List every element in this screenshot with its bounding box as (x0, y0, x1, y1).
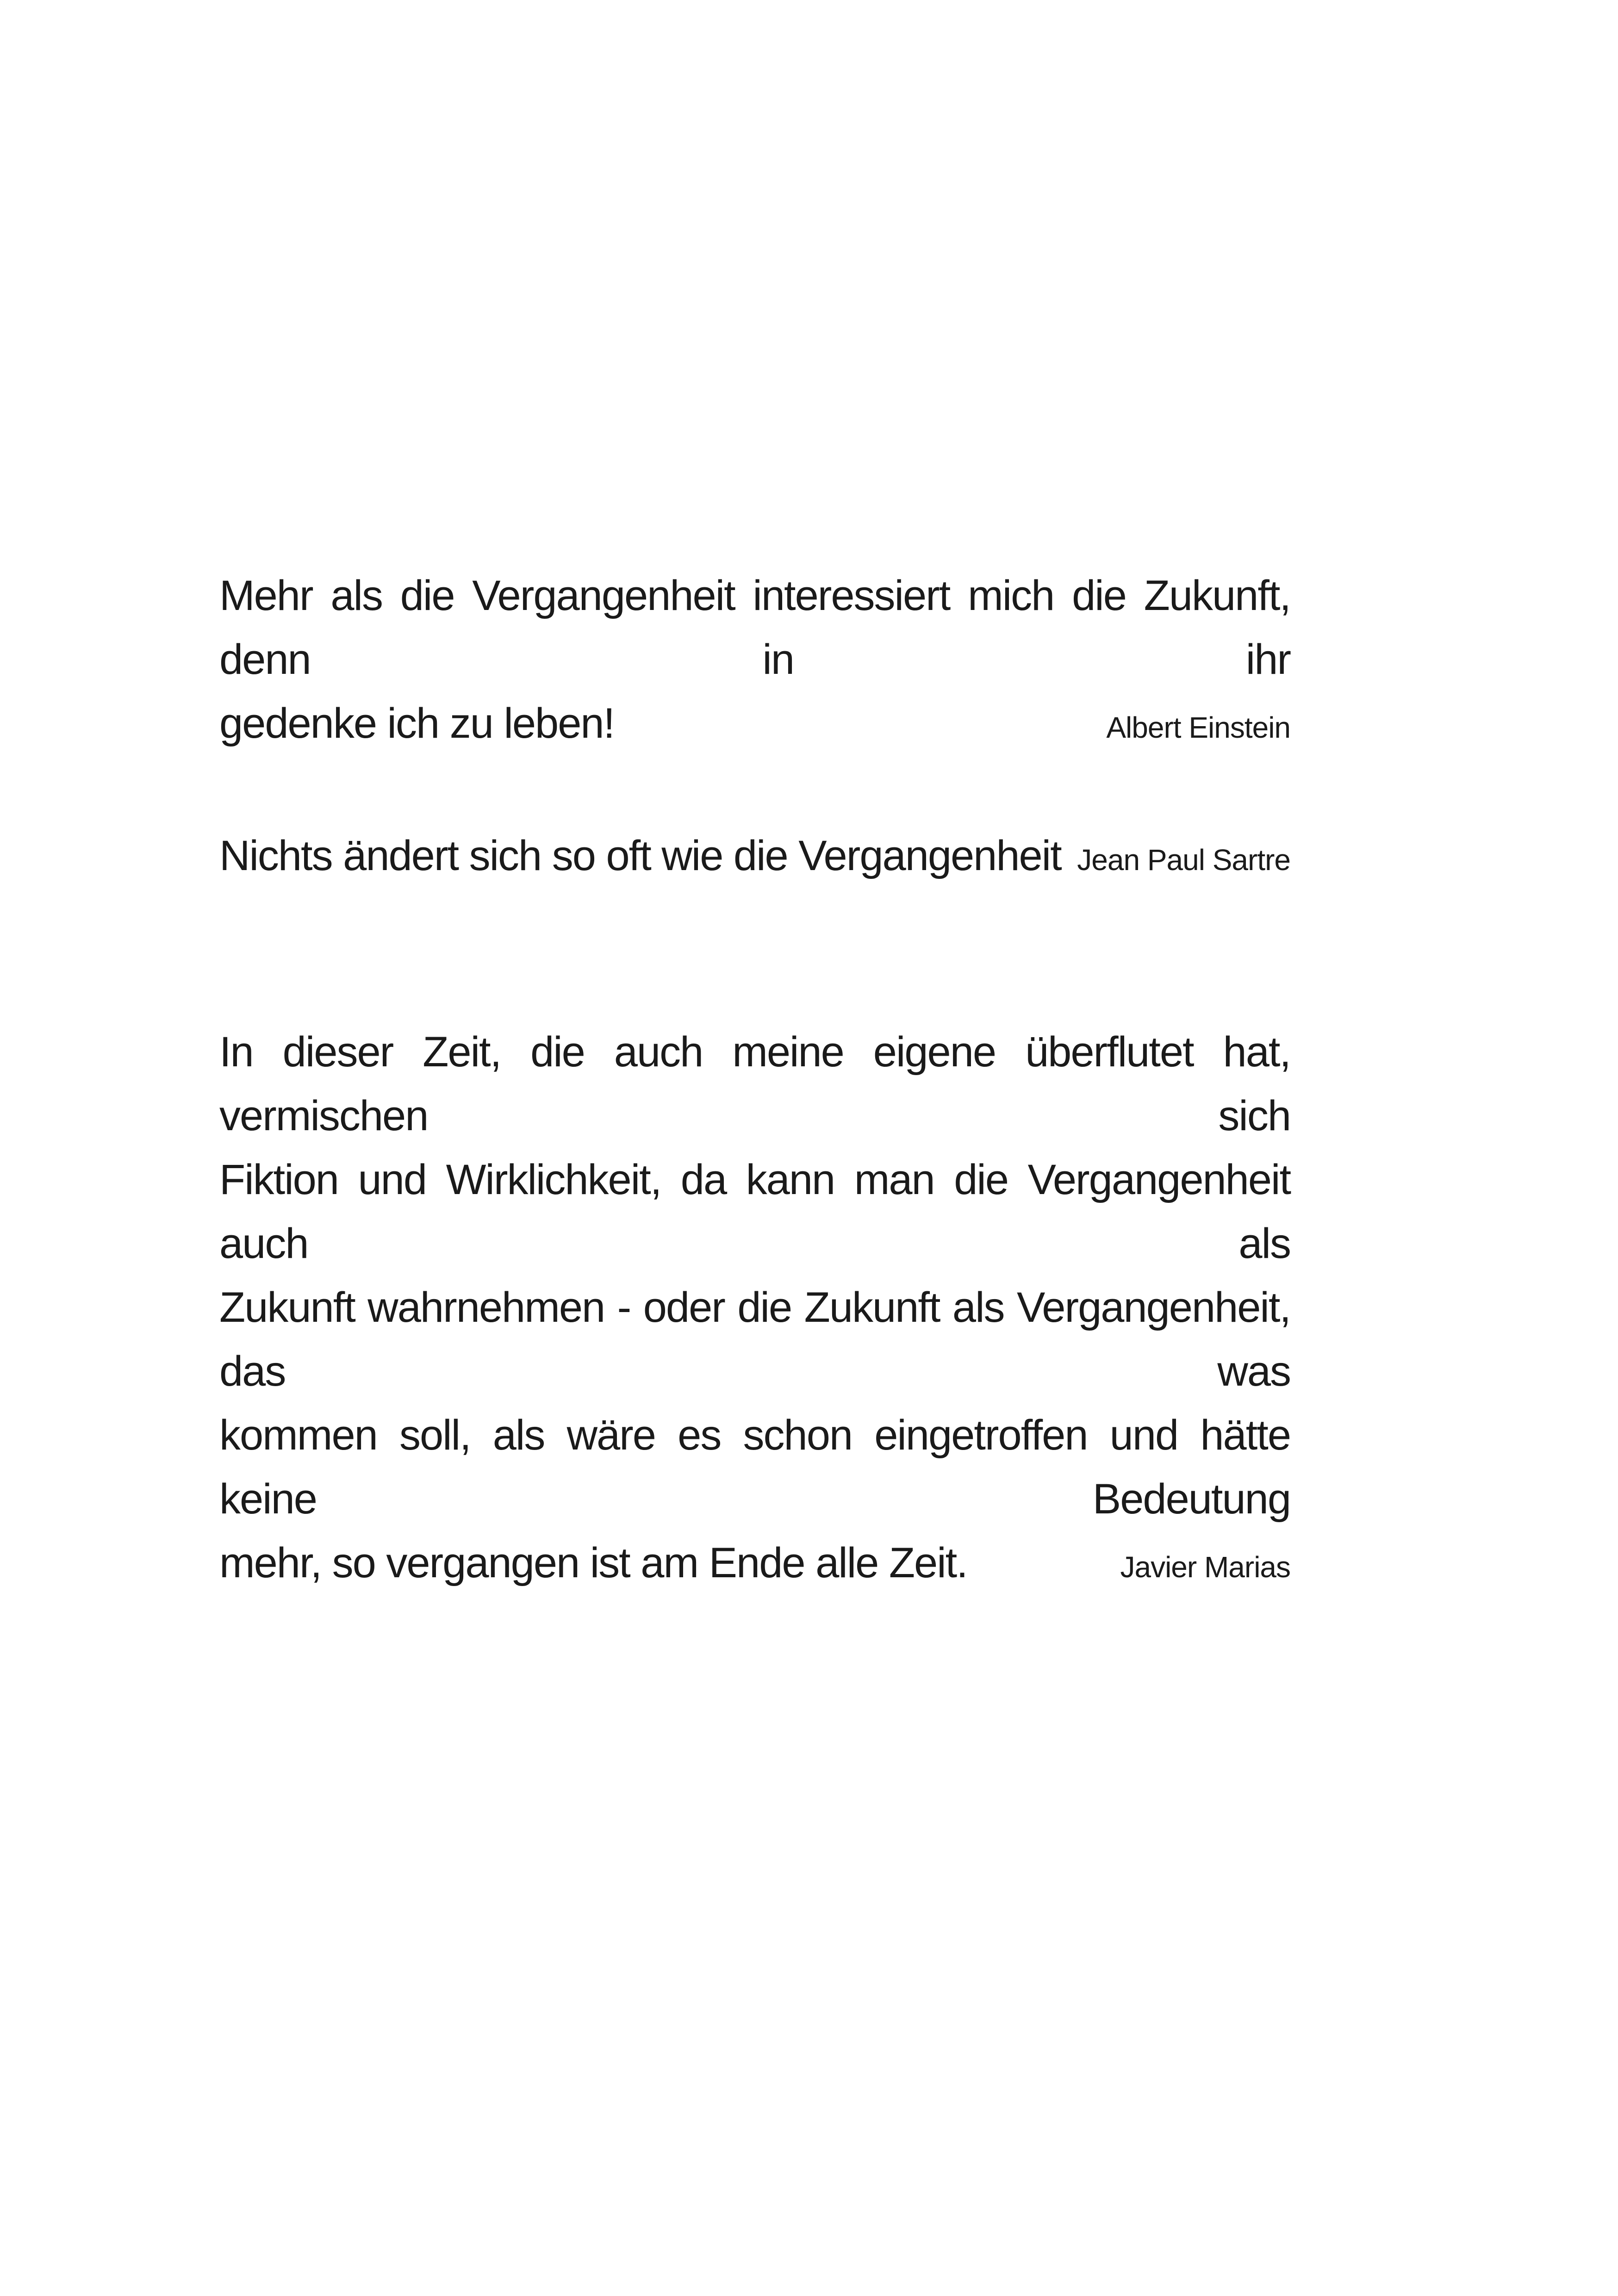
quote-line: Nichts ändert sich so oft wie die Vergangenheit (219, 832, 1061, 879)
quote-line: In dieser Zeit, die auch meine eigene überflutet hat, vermischen sich (219, 1028, 1290, 1139)
quote-line: mehr, so vergangen ist am Ende alle Zeit. (219, 1539, 967, 1587)
quote-line: kommen soll, als wäre es schon eingetroffen und hätte keine Bedeutung (219, 1412, 1290, 1523)
quote-last-row (219, 691, 1290, 759)
quote-author: Javier Marias (1120, 1550, 1290, 1584)
quote-line: Mehr als die Vergangenheit interessiert mich die Zukunft, denn in ihr (219, 572, 1290, 683)
quote-author: Jean Paul Sartre (1077, 843, 1290, 877)
quote-line: gedenke ich zu leben! (219, 700, 615, 747)
quote-line: Fiktion und Wirklichkeit, da kann man die Vergangenheit auch als (219, 1156, 1290, 1267)
quote-einstein (219, 564, 1290, 759)
quote-last-row (219, 1531, 1290, 1599)
quote-sartre (219, 824, 1290, 892)
quote-line: Zukunft wahrnehmen - oder die Zukunft als Vergangenheit, das was (219, 1284, 1290, 1395)
quote-author: Albert Einstein (1106, 711, 1290, 744)
quote-last-row (219, 824, 1290, 892)
quote-marias (219, 1020, 1290, 1599)
